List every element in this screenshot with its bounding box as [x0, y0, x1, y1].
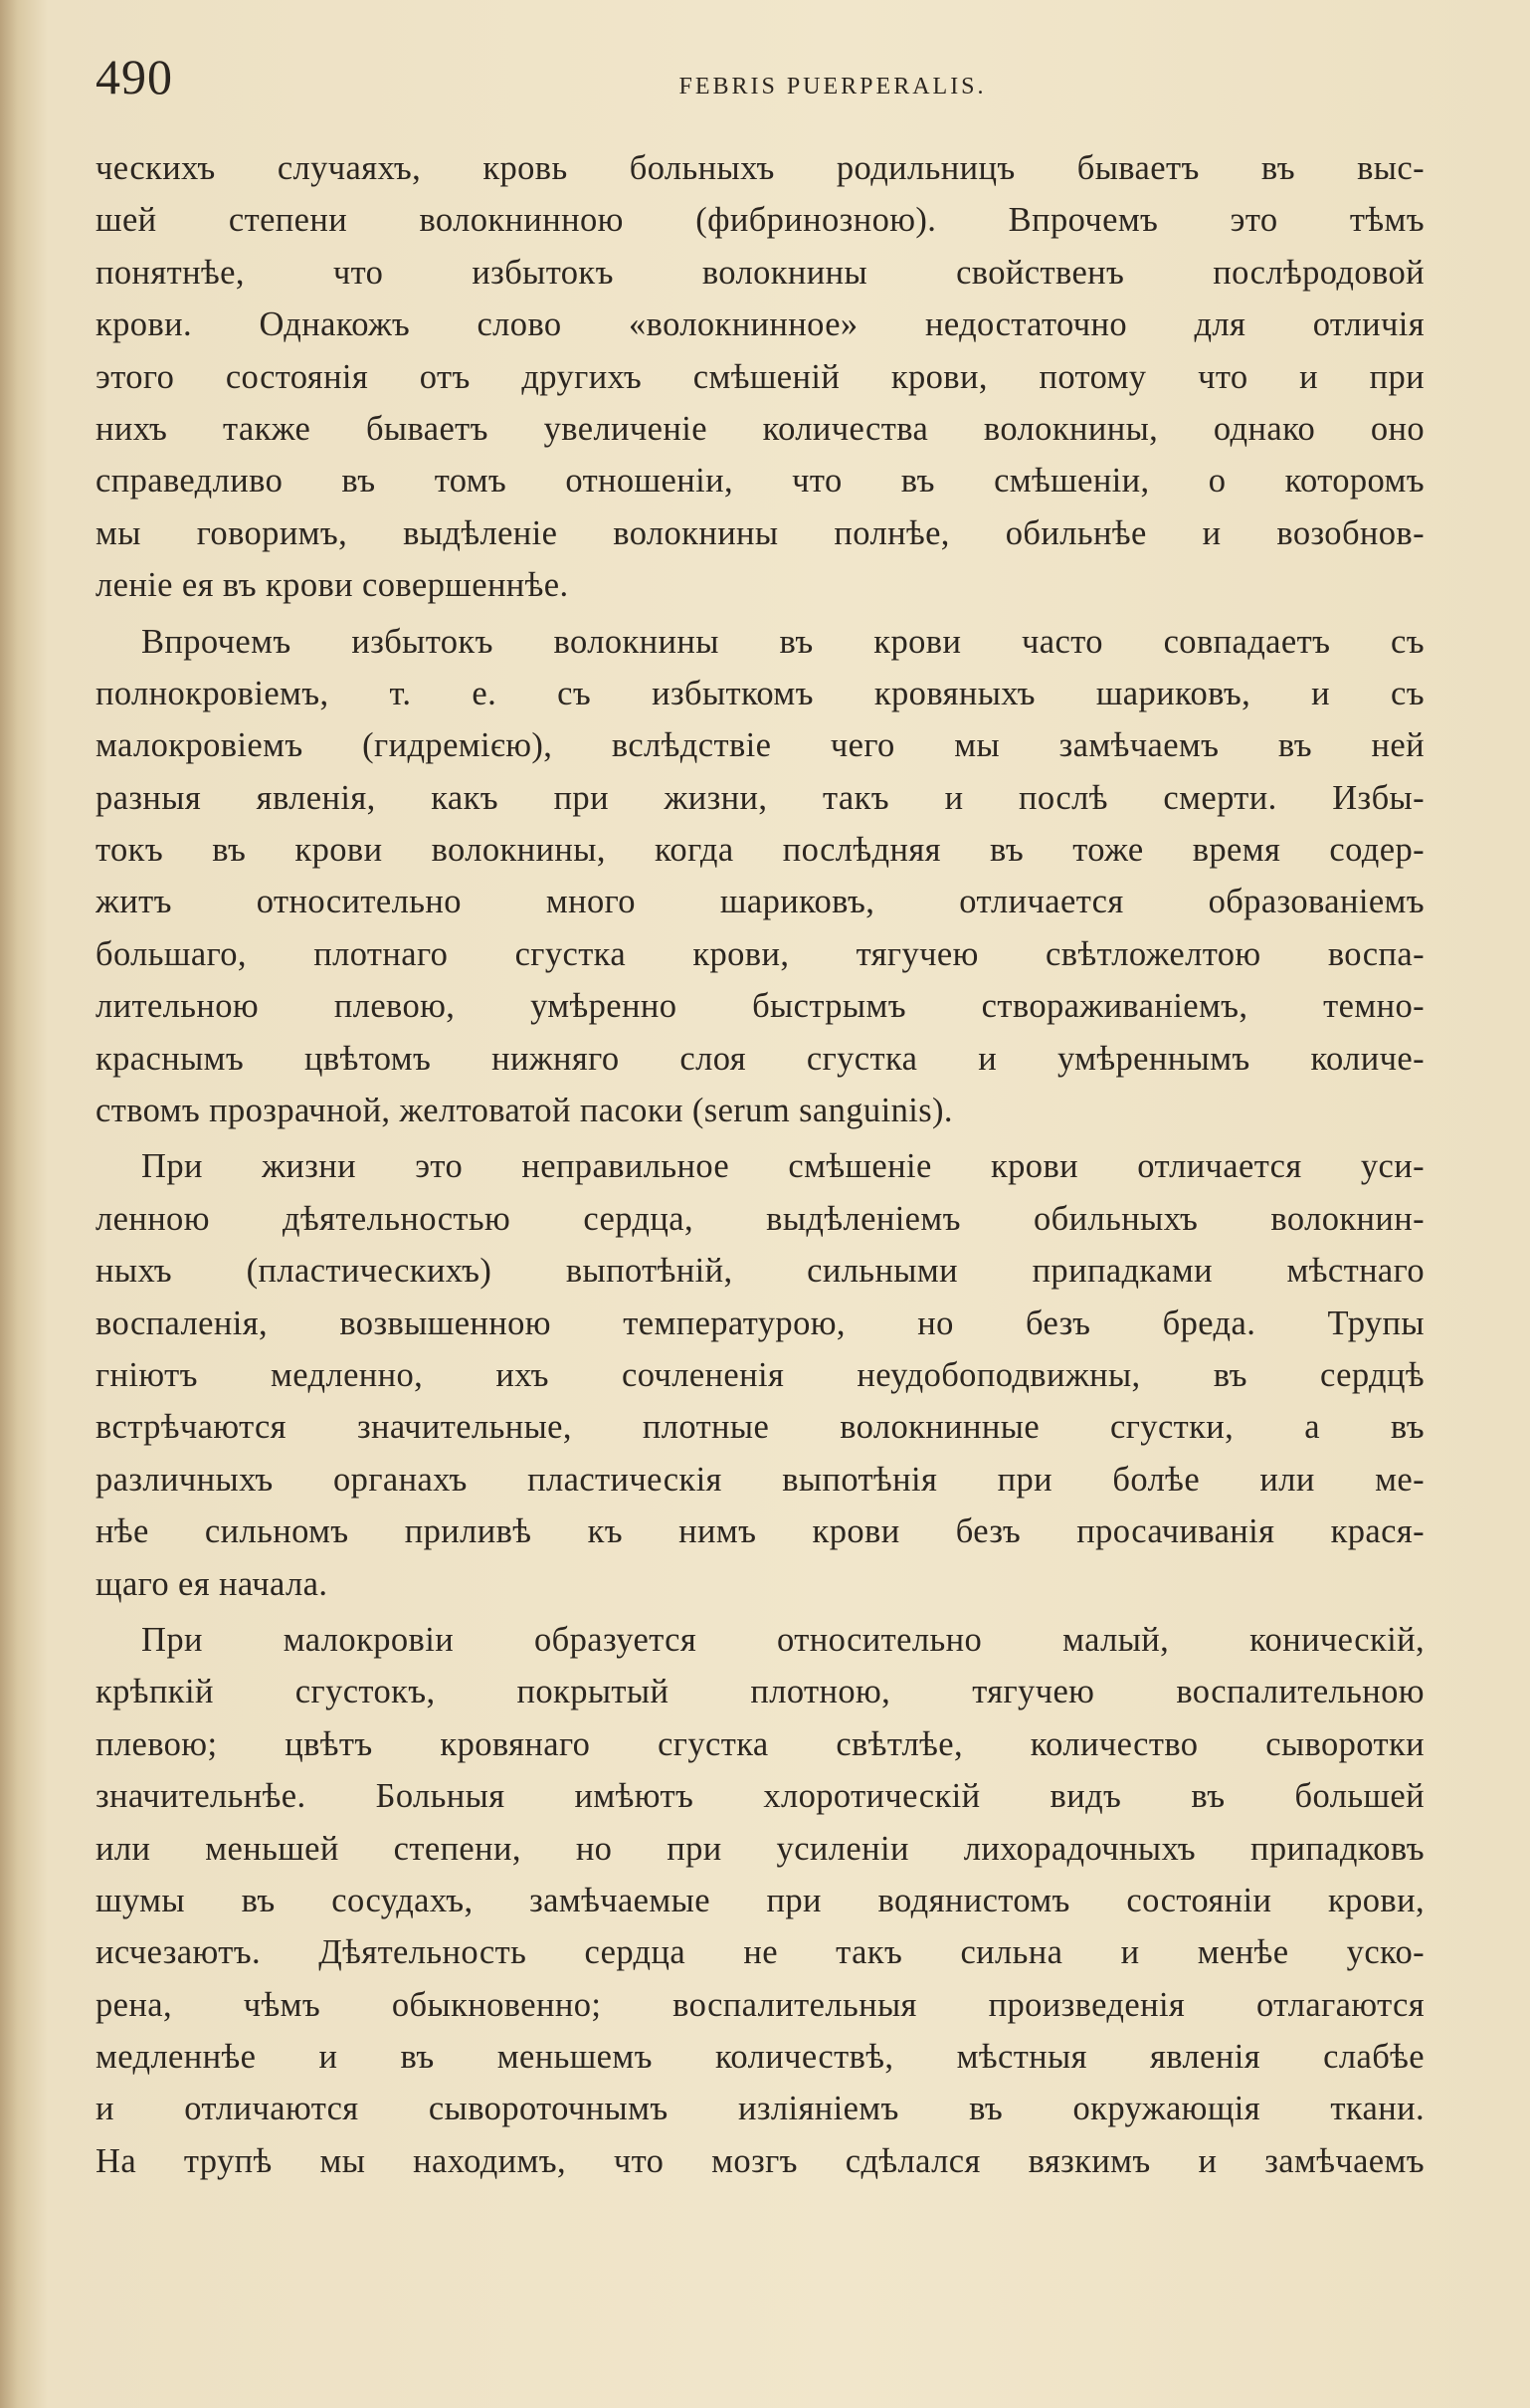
text-line: малокровіемъ (гидремією), вслѣдствіе чего мы замѣчаемъ въ ней: [96, 726, 1425, 765]
text-line: краснымъ цвѣтомъ нижняго слоя сгустка и умѣреннымъ количе-: [96, 1039, 1425, 1078]
text-line: медленнѣе и въ меньшемъ количествѣ, мѣстныя явленія слабѣе: [96, 2038, 1425, 2077]
text-line: токъ въ крови волокнины, когда послѣдняя въ тоже время содер-: [96, 831, 1425, 870]
text-line: мы говоримъ, выдѣленіе волокнины полнѣе, обильнѣе и возобнов-: [96, 513, 1425, 552]
text-line: или меньшей степени, но при усиленіи лихорадочныхъ припадковъ: [96, 1829, 1425, 1868]
text-line: разныя явленія, какъ при жизни, такъ и послѣ смерти. Избы-: [96, 778, 1425, 817]
text-line: справедливо въ томъ отношеніи, что въ смѣшеніи, о которомъ: [96, 462, 1425, 501]
text-line: нѣе сильномъ приливѣ къ нимъ крови безъ просачиванія крася-: [96, 1512, 1425, 1551]
text-line: плевою; цвѣтъ кровянаго сгустка свѣтлѣе, количество сыворотки: [96, 1724, 1425, 1763]
text-line: ныхъ (пластическихъ) выпотѣній, сильными припадками мѣстнаго: [96, 1252, 1425, 1291]
text-line: ствомъ прозрачной, желтоватой пасоки (serum sanguinis).: [96, 1092, 953, 1130]
text-line: При жизни это неправильное смѣшеніе крови отличается уси-: [141, 1147, 1425, 1186]
text-line: крови. Однакожъ слово «волокнинное» недостаточно для отличія: [96, 305, 1425, 344]
text-line: крѣпкій сгустокъ, покрытый плотною, тягучею воспалительною: [96, 1673, 1425, 1711]
text-line: леніе ея въ крови совершеннѣе.: [96, 566, 569, 605]
text-line: воспаленія, возвышенною температурою, но безъ бреда. Трупы: [96, 1304, 1425, 1342]
text-line: щаго ея начала.: [96, 1564, 328, 1603]
text-line: рена, чѣмъ обыкновенно; воспалительныя произведенія отлагаются: [96, 1985, 1425, 2024]
paragraph: [96, 616, 1425, 1137]
text-line: большаго, плотнаго сгустка крови, тягучею свѣтложелтою воспа-: [96, 934, 1425, 973]
paragraph: [96, 1140, 1425, 1610]
text-line: исчезаютъ. Дѣятельность сердца не такъ сильна и менѣе уско-: [96, 1933, 1425, 1972]
body-text: [96, 142, 1425, 2187]
text-line: шумы въ сосудахъ, замѣчаемые при водянистомъ состояніи крови,: [96, 1881, 1425, 1919]
text-line: ленною дѣятельностью сердца, выдѣленіемъ обильныхъ волокнин-: [96, 1199, 1425, 1238]
text-line: этого состоянія отъ другихъ смѣшеній крови, потому что и при: [96, 357, 1425, 396]
text-line: лительною плевою, умѣренно быстрымъ створаживаніемъ, темно-: [96, 987, 1425, 1026]
page-header: [96, 48, 1460, 107]
text-line: гніютъ медленно, ихъ сочлененія неудобоподвижны, въ сердцѣ: [96, 1355, 1425, 1394]
running-head: FEBRIS PUERPERALIS.: [678, 74, 987, 100]
text-line: ческихъ случаяхъ, кровь больныхъ родильницъ бываетъ въ выс-: [96, 149, 1425, 187]
text-line: На трупѣ мы находимъ, что мозгъ сдѣлался вязкимъ и замѣчаемъ: [96, 2141, 1425, 2180]
paragraph: [96, 1614, 1425, 2187]
paragraph: [96, 142, 1425, 612]
text-line: различныхъ органахъ пластическія выпотѣнія при болѣе или ме-: [96, 1460, 1425, 1499]
text-line: значительнѣе. Больныя имѣютъ хлоротическій видъ въ большей: [96, 1777, 1425, 1816]
text-line: При малокровіи образуется относительно малый, коническій,: [141, 1620, 1425, 1659]
text-line: и отличаются сывороточнымъ изліяніемъ въ окружающія ткани.: [96, 2090, 1425, 2128]
text-line: житъ относительно много шариковъ, отличается образованіемъ: [96, 883, 1425, 921]
text-line: шей степени волокнинною (фибринозною). Впрочемъ это тѣмъ: [96, 201, 1425, 240]
text-line: понятнѣе, что избытокъ волокнины свойственъ послѣродовой: [96, 253, 1425, 292]
text-line: полнокровіемъ, т. е. съ избыткомъ кровяныхъ шариковъ, и съ: [96, 674, 1425, 712]
text-line: встрѣчаются значительные, плотные волокнинные сгустки, а въ: [96, 1408, 1425, 1447]
page-number: 490: [96, 49, 173, 104]
text-line: Впрочемъ избытокъ волокнины въ крови часто совпадаетъ съ: [141, 622, 1425, 661]
text-line: нихъ также бываетъ увеличеніе количества волокнины, однако оно: [96, 409, 1425, 448]
